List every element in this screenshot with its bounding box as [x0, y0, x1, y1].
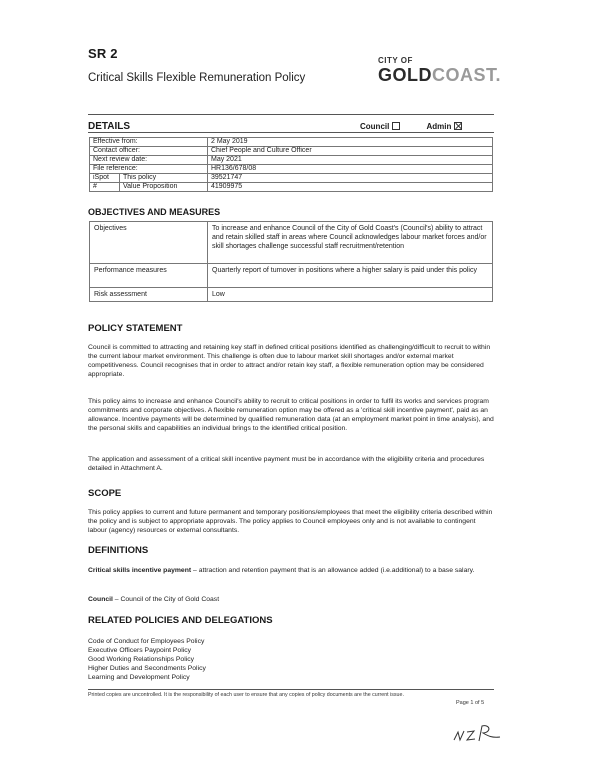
table-row [90, 138, 493, 147]
classification-checkboxes [360, 122, 462, 131]
details-heading: DETAILS [88, 121, 131, 132]
table-row [90, 174, 493, 183]
footer-note: Printed copies are uncontrolled. It is the responsibility of each user to ensure that any copies of policy documents are the current issue. [88, 692, 404, 698]
details-label: File reference: [90, 165, 208, 174]
footer-divider [88, 689, 494, 690]
definition-critical-skills [88, 566, 496, 575]
table-row [90, 183, 493, 192]
city-logo [378, 56, 502, 85]
logo-gold-text: GOLD [378, 65, 432, 85]
definitions-heading: DEFINITIONS [88, 545, 149, 556]
table-row [90, 288, 493, 302]
ispot-hash-label: # [90, 183, 120, 192]
details-label: Next review date: [90, 156, 208, 165]
logo-wordmark [378, 65, 502, 85]
details-value: Chief People and Culture Officer [208, 147, 493, 156]
definition-council [88, 595, 496, 604]
related-policies-heading: RELATED POLICIES AND DELEGATIONS [88, 615, 273, 626]
policy-code: SR 2 [88, 46, 118, 61]
details-label: This policy [120, 174, 208, 183]
table-row [90, 156, 493, 165]
page-number: Page 1 of 5 [456, 700, 485, 706]
definition-text: – Council of the City of Gold Coast [112, 596, 220, 603]
ispot-label: iSpot [90, 174, 120, 183]
definition-text: – attraction and retention payment that is an allowance added (i.e.additional) to a base salary. [191, 567, 475, 574]
scope-heading: SCOPE [88, 488, 122, 499]
details-table [89, 137, 493, 192]
header-divider [88, 114, 494, 115]
details-value: 2 May 2019 [208, 138, 493, 147]
table-row [90, 264, 493, 288]
related-policies-list [88, 637, 206, 682]
details-value: May 2021 [208, 156, 493, 165]
policy-title: Critical Skills Flexible Remuneration Policy [88, 72, 306, 84]
scope-paragraph: This policy applies to current and future permanent and temporary positions/employees that meet the eligibility criteria described within the policy and is subject to appropriate approvals. The policy applies to Council employees only and is not available to contingent labour (agency) resources or external consultants. [88, 509, 493, 534]
handwritten-initials [450, 718, 510, 748]
details-label: Contact officer: [90, 147, 208, 156]
policy-paragraph-3: The application and assessment of a critical skill incentive payment must be in accordance with the eligibility criteria and procedures detailed in Attachment A. [88, 456, 485, 472]
details-label: Value Proposition [120, 183, 208, 192]
policy-statement-heading: POLICY STATEMENT [88, 323, 183, 334]
details-value: HR136/678/08 [208, 165, 493, 174]
table-row [90, 165, 493, 174]
logo-city-text: CITY OF [378, 56, 413, 65]
objectives-value: Quarterly report of turnover in positions where a higher salary is paid under this policy [208, 264, 493, 288]
details-label: Effective from: [90, 138, 208, 147]
details-value: 39521747 [208, 174, 493, 183]
list-item: Code of Conduct for Employees Policy [88, 638, 205, 645]
admin-label: Admin [426, 122, 452, 131]
objectives-label: Performance measures [90, 264, 208, 288]
objectives-label: Risk assessment [90, 288, 208, 302]
objectives-heading: OBJECTIVES AND MEASURES [88, 207, 221, 217]
list-item: Good Working Relationships Policy [88, 656, 195, 663]
objectives-label: Objectives [90, 222, 208, 264]
list-item: Learning and Development Policy [88, 674, 190, 681]
list-item: Higher Duties and Secondments Policy [88, 665, 206, 672]
logo-coast-text: COAST. [432, 65, 502, 85]
definition-term: Council [88, 596, 113, 603]
list-item: Executive Officers Paypoint Policy [88, 647, 192, 654]
policy-paragraph-2: This policy aims to increase and enhance Council's ability to recruit to critical positions in order to fulfil its works and services program commitments and corporate objectives. A flexible remuneration option may be offered as a 'critical skill incentive payment', paid as an allowance. Incentive payments will be determined by qualified remuneration data (at an employment market point in time analysis), and the personal skills and capabilities an individual brings to the identified critical position. [88, 398, 494, 432]
objectives-table [89, 221, 493, 302]
objectives-value: To increase and enhance Council of the City of Gold Coast's (Council's) ability to attract and retain skilled staff in areas where Council acknowledges labour market forces and/or skill shortages challenge successful staff recruitment/retention [208, 222, 493, 264]
details-divider [88, 132, 494, 133]
policy-paragraph-1: Council is committed to attracting and retaining key staff in defined critical positions identified as challenging/difficult to recruit to within the current labour market environment. This challenge is often due to labour market skill shortages and/or external market competitiveness. Council recognises that in order to attract and/or retain key staff, a flexible remuneration option may be considered appropriate. [88, 344, 491, 378]
table-row [90, 147, 493, 156]
council-label: Council [360, 122, 390, 131]
table-row [90, 222, 493, 264]
details-value: 41909975 [208, 183, 493, 192]
admin-checkbox[interactable] [454, 122, 462, 130]
definition-term: Critical skills incentive payment [88, 567, 192, 574]
objectives-value: Low [208, 288, 493, 302]
council-checkbox[interactable] [392, 122, 400, 130]
